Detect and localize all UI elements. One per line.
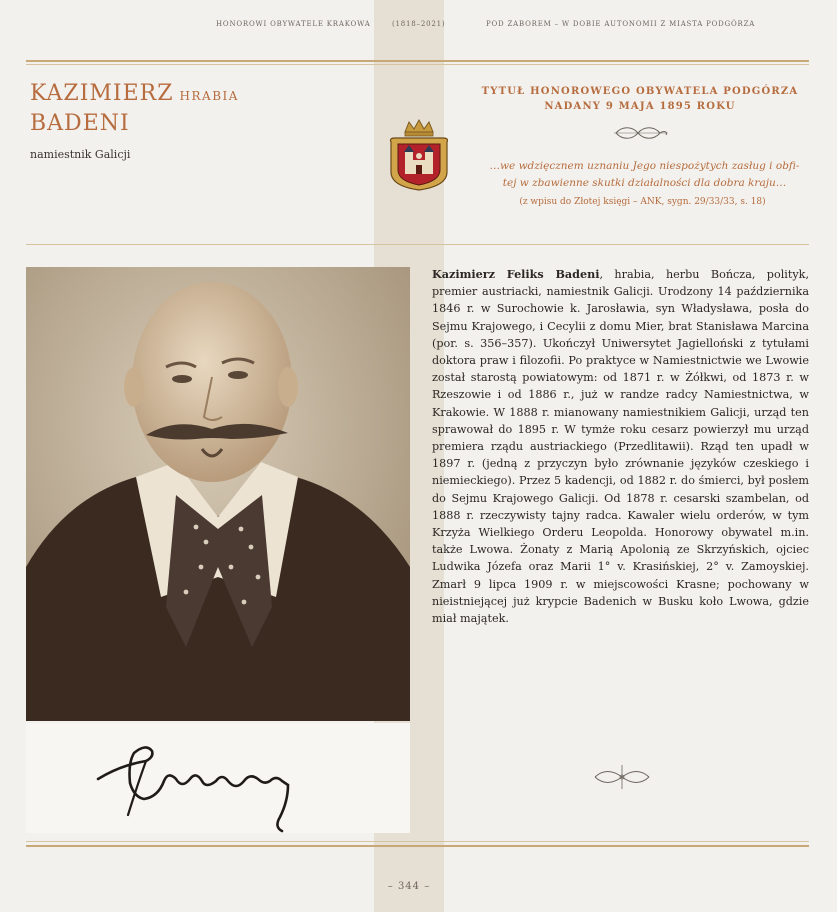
- honor-title-line-2: NADANY 9 MAJA 1895 ROKU: [544, 101, 736, 112]
- noble-title: HRABIA: [179, 89, 239, 103]
- name-block: [30, 80, 360, 161]
- person-role: namiestnik Galicji: [30, 148, 131, 161]
- honor-title: [460, 84, 820, 114]
- running-head: [0, 20, 837, 34]
- surname: BADENI: [30, 111, 130, 136]
- bottom-rule-thin: [26, 841, 809, 842]
- bottom-rule: [26, 845, 809, 847]
- portrait-photo: [26, 267, 410, 721]
- quote-line-2: tej w zbawienne skutki działalności dla dobra kraju…: [502, 177, 787, 189]
- biography-lead: Kazimierz Feliks Badeni: [432, 267, 600, 281]
- portrait-image: [26, 267, 410, 721]
- signature-area: [26, 723, 410, 833]
- knot-ornament-icon: [593, 762, 651, 792]
- running-head-center: (1818–2021): [392, 20, 446, 28]
- coat-of-arms-icon: [387, 118, 451, 192]
- person-name-line-1: [30, 80, 360, 110]
- given-name: KAZIMIERZ: [30, 81, 174, 106]
- top-rule-thin: [26, 64, 809, 65]
- quote-line-1: …we wdzięcznem uznaniu Jego niespożytych zasług i obfi-: [489, 160, 800, 172]
- section-rule: [26, 244, 809, 245]
- page-number: – 344 –: [387, 881, 431, 892]
- running-head-left: HONOROWI OBYWATELE KRAKOWA: [216, 20, 371, 28]
- running-head-right: POD ZABOREM – W DOBIE AUTONOMII Z MIASTA PODGÓRZA: [486, 20, 756, 28]
- biography-text: , hrabia, herbu Bończa, polityk, premier austriacki, namiestnik Galicji. Urodzony 14 października 1846 r. w Surochowie k. Jarosławia, syn Władysława, posła do Sejmu Krajowego, i Cecylii z domu Mier, brat Stanisława Marcina (por. s. 356–357). Ukończył Uniwersytet Jagielloński z tytułami doktora praw i filozofii. Po praktyce w Namiestnictwie we Lwowie został starostą powiatowym: od 1871 r. w Żółkwi, od 1873 r. w Rzeszowie i od 1886 r., już w randze radcy Namiestnictwa, w Krakowie. W 1888 r. mianowany namiestnikiem Galicji, urząd ten sprawował do 1895 r. W tymże roku cesarz powierzył mu urząd premiera rządu austriackiego (Przedlitawii). Rząd ten upadł w 1897 r. (jedną z przyczyn było zrównanie języków czeskiego i niemieckiego). Przez 5 kadencji, od 1882 r. do śmierci, był posłem do Sejmu Krajowego Galicji. Od 1878 r. cesarski szambelan, od 1888 r. rzeczywisty tajny radca. Kawaler wielu orderów, w tym Krzyża Wielkiego Orderu Leopolda. Honorowy obywatel m.in. także Lwowa. Żonaty z Marią Apolonią ze Skrzyńskich, ojciec Ludwika Józefa oraz Marii 1° v. Krasińskiej, 2° v. Zamoyskiej. Zmarł 9 lipca 1909 r. w miejscowości Krasne; pochowany w nieistniejącej już krypcie Badenich w Busku koło Lwowa, gdzie miał majątek.: [432, 268, 809, 626]
- quote: [472, 158, 817, 192]
- honor-title-line-1: TYTUŁ HONOROWEGO OBYWATELA PODGÓRZA: [481, 86, 799, 97]
- top-rule: [26, 60, 809, 62]
- signature-image: [26, 723, 410, 833]
- scroll-ornament-icon: [612, 124, 670, 142]
- biography: [432, 266, 809, 627]
- quote-source: (z wpisu do Złotej księgi – ANK, sygn. 29/33/33, s. 18): [519, 197, 766, 207]
